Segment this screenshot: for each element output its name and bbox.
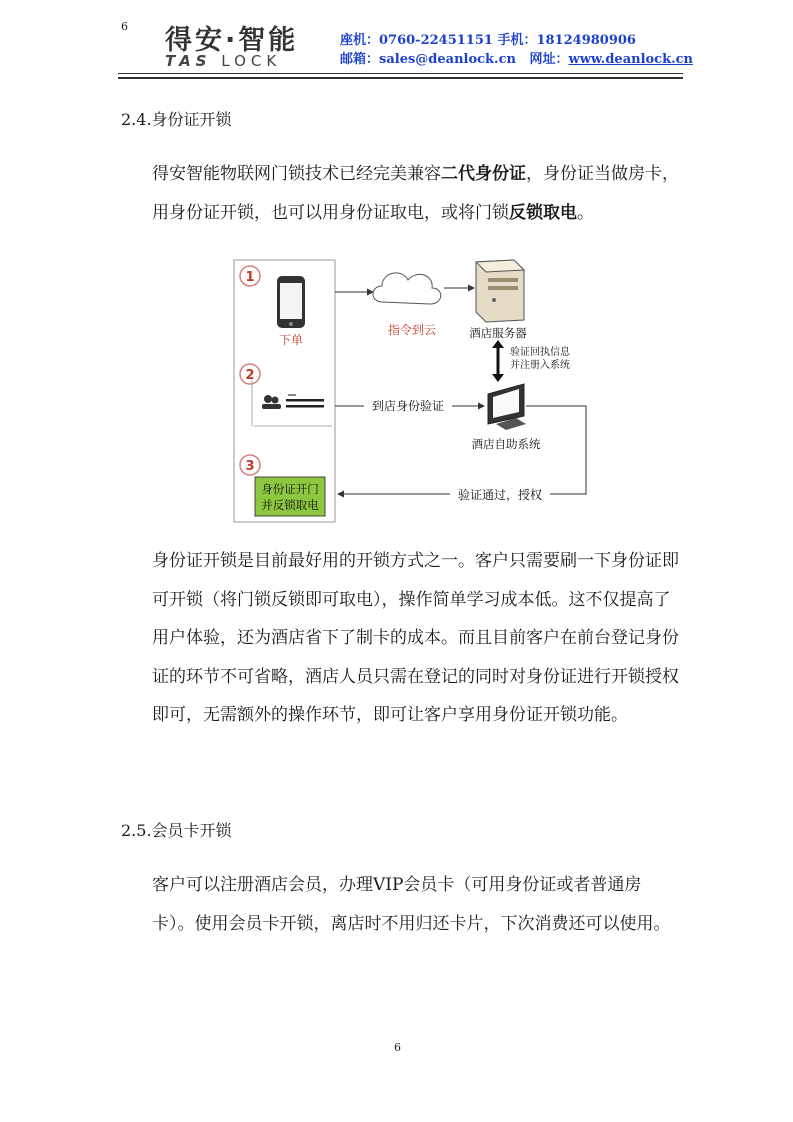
id-card-unlock-flow-diagram <box>232 258 592 526</box>
verify-info-line-1: 验证回执信息 <box>510 347 570 358</box>
intro-text-2: ，身份证当做房卡，用身份证开锁，也可以用身份证取电，或将门锁 <box>152 164 679 223</box>
header-page-number: 6 <box>121 20 128 33</box>
company-logo-english <box>165 52 281 70</box>
step-2-number: 2 <box>245 368 255 383</box>
step-1-number: 1 <box>245 270 255 285</box>
arrow-authorize-return <box>338 406 586 494</box>
server-label: 酒店服务器 <box>469 326 527 340</box>
cloud-label: 指令到云 <box>387 323 437 337</box>
contact-phone-line: 座机：0760-22451151 手机：18124980906 <box>340 33 636 48</box>
section-2-4-body: 身份证开锁是目前最好用的开锁方式之一。客户只需要刷一下身份证即可开锁（将门锁反锁即可取电），操作简单学习成本低。这不仅提高了用户体验，还为酒店省下了制卡的成本。而且目前客户在前台登记身份证的环节不可省略，酒店人员只需在登记的同时对身份证进行开锁授权即可，无需额外的操作环节，即可让客户享用身份证开锁功能。 <box>152 551 679 725</box>
checkin-label: 到店身份验证 <box>371 399 445 413</box>
section-heading-2-4: 2.4.身份证开锁 <box>121 110 232 129</box>
intro-text-3: 。 <box>577 202 594 223</box>
section-2-5-body: 客户可以注册酒店会员，办理VIP会员卡（可用身份证或者普通房卡）。使用会员卡开锁，离店时不用归还卡片，下次消费还可以使用。 <box>152 875 671 934</box>
cloud-icon <box>373 273 441 304</box>
section-heading-2-5: 2.5.会员卡开锁 <box>121 821 232 840</box>
order-label: 下单 <box>278 333 304 347</box>
website-link[interactable]: www.deanlock.cn <box>568 52 693 67</box>
intro-text-1: 得安智能物联网门锁技术已经完美兼容 <box>152 164 441 184</box>
company-logo-chinese: 得安·智能 <box>165 25 299 56</box>
verify-info-line-2: 并注册入系统 <box>510 360 570 371</box>
smartphone-icon <box>277 276 305 328</box>
step-3-badge <box>240 455 260 475</box>
logo-lock: LOCK <box>221 52 282 70</box>
intro-bold-lock-power: 反锁取电 <box>509 202 577 223</box>
logo-tas: TAS <box>165 52 212 70</box>
step-2-badge <box>240 364 260 384</box>
contact-email-web-line <box>340 48 693 67</box>
email-text: sales@deanlock.cn <box>379 52 516 67</box>
server-icon <box>476 260 524 322</box>
footer-page-number: 6 <box>394 1041 401 1054</box>
unlock-line-2: 并反锁取电 <box>261 498 319 512</box>
monitor-icon <box>488 384 526 430</box>
authorize-label: 验证通过，授权 <box>457 488 543 502</box>
unlock-line-1: 身份证开门 <box>261 482 319 496</box>
email-label: 邮箱： <box>340 52 380 67</box>
selfservice-label: 酒店自助系统 <box>471 437 541 451</box>
section-2-4-intro <box>152 155 682 232</box>
header-rule-thick <box>118 77 683 79</box>
website-label: 网址： <box>529 52 569 67</box>
intro-bold-id-card: 二代身份证 <box>441 164 526 184</box>
header-rule-thin <box>118 73 683 74</box>
step-1-badge <box>240 266 260 286</box>
step-3-number: 3 <box>245 459 255 474</box>
